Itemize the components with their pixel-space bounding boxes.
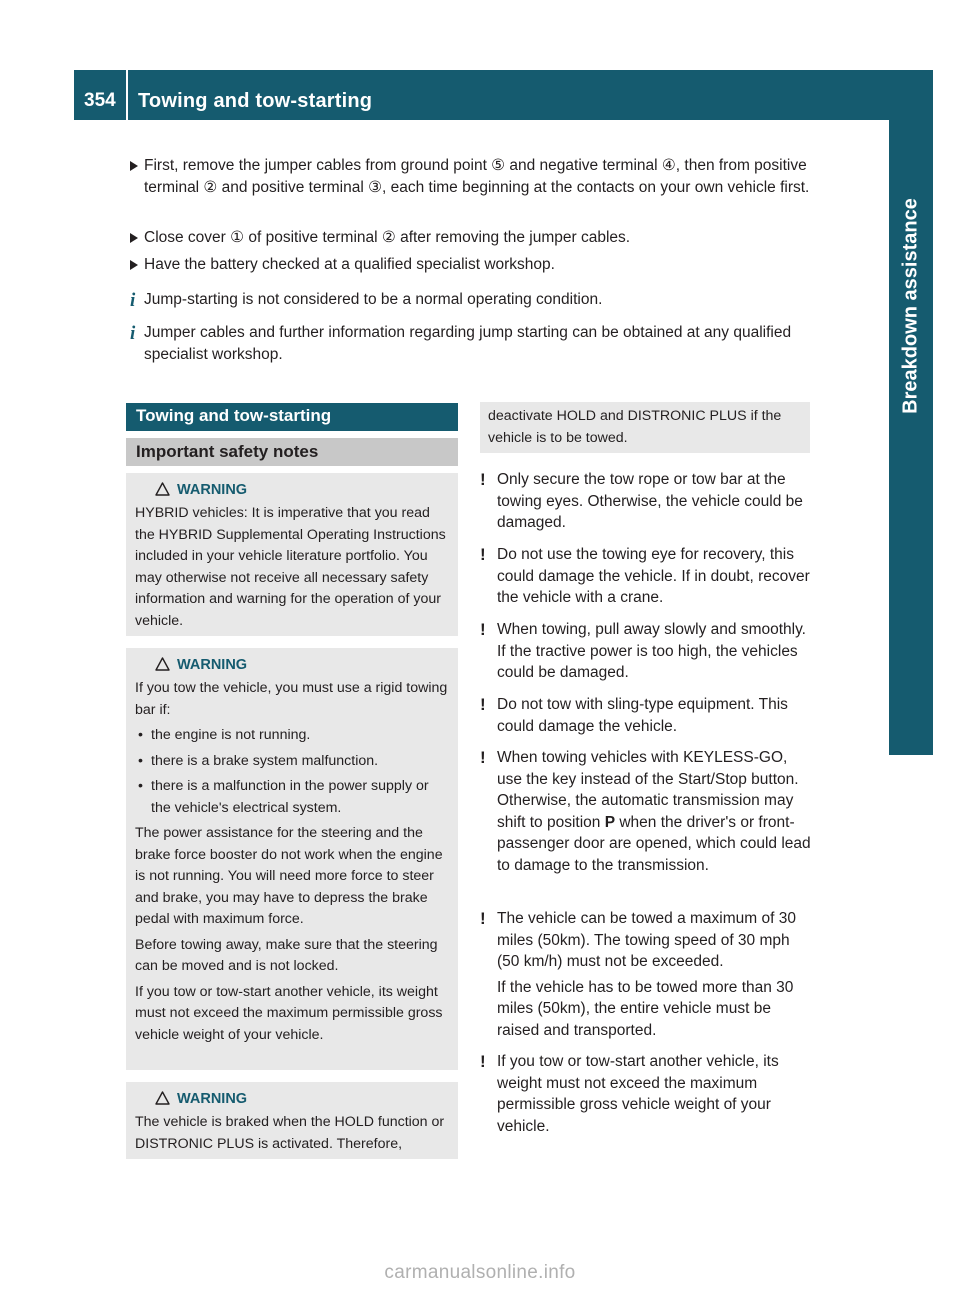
info-icon: i (130, 290, 136, 311)
caution-icon: ! (480, 545, 486, 564)
note-text: Only secure the tow rope or tow bar at the towing eyes. Otherwise, the vehicle could be damaged. (497, 471, 803, 531)
note-text: Do not use the towing eye for recovery, this could damage the vehicle. If in doubt, recover the vehicle with a crane. (497, 546, 810, 606)
warning-header (135, 477, 450, 503)
warning-label: WARNING (177, 1091, 248, 1107)
caution-icon: ! (480, 1052, 486, 1071)
caution-note (480, 544, 812, 609)
warning-triangle-icon (155, 482, 170, 496)
info-text: Jump-starting is not considered to be a normal operating condition. (144, 291, 603, 308)
caution-icon: ! (480, 620, 486, 639)
warning-box (126, 473, 458, 636)
note-text: When towing, pull away slowly and smoothly. If the tractive power is too high, the vehicles could be damaged. (497, 621, 806, 681)
warning-box (126, 648, 458, 1070)
header-divider (126, 70, 128, 120)
info-note (130, 322, 829, 366)
subsection-heading: Important safety notes (126, 438, 458, 466)
info-icon: i (130, 323, 136, 344)
note-text: Do not tow with sling-type equipment. This could damage the vehicle. (497, 696, 788, 735)
caution-icon: ! (480, 470, 486, 489)
warning-header (135, 1086, 450, 1112)
bullet-text: the engine is not running. (151, 727, 311, 743)
caution-icon: ! (480, 909, 486, 928)
note-text: The vehicle can be towed a maximum of 30 miles (50km). The towing speed of 30 mph (50 km/h) must not be exceeded. (497, 910, 796, 970)
step-item (130, 254, 829, 276)
page-number: 354 (84, 90, 116, 111)
warning-header (135, 652, 450, 678)
info-note (130, 289, 829, 311)
warning-text: The power assistance for the steering and the brake force booster do not work when the engine is not running. You will need more force to steer and brake, you may have to depress the brake pedal with maximum force. (135, 825, 443, 927)
caution-note (480, 908, 812, 1041)
arrow-icon (130, 260, 138, 270)
arrow-icon (130, 233, 138, 243)
caution-icon: ! (480, 695, 486, 714)
bullet-item (135, 776, 450, 819)
caution-note (480, 694, 812, 737)
warning-text: HYBRID vehicles: It is imperative that you read the HYBRID Supplemental Operating Instructions included in your vehicle literature portfolio. You may otherwise not receive all necessary safety information and warning for the operation of your vehicle. (135, 505, 446, 629)
bullet-icon: • (138, 727, 143, 743)
note-text (497, 747, 812, 876)
bullet-text: there is a brake system malfunction. (151, 752, 379, 769)
note-text-part: When towing vehicles with KEYLESS-GO, use the key instead of the Start/Stop button. Otherwise, the automatic transmission may shift to position (497, 749, 799, 831)
note-text: If you tow or tow-start another vehicle, its weight must not exceed the maximum permissible gross vehicle weight of your vehicle. (497, 1053, 779, 1135)
step-item (130, 227, 829, 249)
warning-text: If you tow or tow-start another vehicle, its weight must not exceed the maximum permissible gross vehicle weight of your vehicle. (135, 983, 443, 1043)
warning-continued: deactivate HOLD and DISTRONIC PLUS if the vehicle is to be towed. (480, 402, 810, 453)
caution-note (480, 469, 812, 534)
page-title: Towing and tow-starting (138, 90, 373, 112)
footer-watermark: carmanualsonline.info (384, 1262, 576, 1283)
warning-text: If you tow the vehicle, you must use a rigid towing bar if: (135, 680, 448, 718)
step-text: Have the battery checked at a qualified specialist workshop. (144, 256, 555, 273)
step-text: First, remove the jumper cables from ground point ⑤ and negative terminal ④, then from positive terminal ② and positive terminal ③, each time beginning at the contacts on your own vehicle first. (144, 157, 810, 196)
bullet-item (135, 725, 450, 747)
bullet-text: there is a malfunction in the power supply or the vehicle's electrical system. (151, 778, 429, 816)
warning-triangle-icon (155, 657, 170, 671)
warning-label: WARNING (177, 482, 248, 498)
bullet-icon: • (138, 752, 143, 769)
step-item (130, 155, 829, 199)
note-text: If the vehicle has to be towed more than 30 miles (50km), the entire vehicle must be raised and transported. (497, 978, 794, 1039)
note-text-part: when the driver's or front-passenger door are opened, which could lead to damage to the transmission. (497, 813, 811, 874)
caution-note (480, 619, 812, 684)
warning-label: WARNING (177, 657, 248, 673)
bullet-icon: • (138, 778, 143, 794)
bullet-item (135, 751, 450, 773)
warning-text: Before towing away, make sure that the steering can be moved and is not locked. (135, 936, 438, 974)
warning-text: The vehicle is braked when the HOLD function or DISTRONIC PLUS is activated. Therefore, (135, 1114, 445, 1152)
warning-box (126, 1082, 458, 1159)
caution-note (480, 1051, 812, 1137)
arrow-icon (130, 161, 138, 171)
section-heading: Towing and tow-starting (126, 403, 458, 431)
info-text: Jumper cables and further information regarding jump starting can be obtained at any qualified specialist workshop. (144, 324, 792, 363)
side-tab-label: Breakdown assistance (899, 198, 922, 414)
step-text: Close cover ① of positive terminal ② after removing the jumper cables. (144, 229, 631, 246)
gear-position: P (604, 813, 616, 831)
caution-note (480, 747, 812, 876)
warning-triangle-icon (155, 1091, 170, 1105)
caution-icon: ! (480, 748, 486, 767)
